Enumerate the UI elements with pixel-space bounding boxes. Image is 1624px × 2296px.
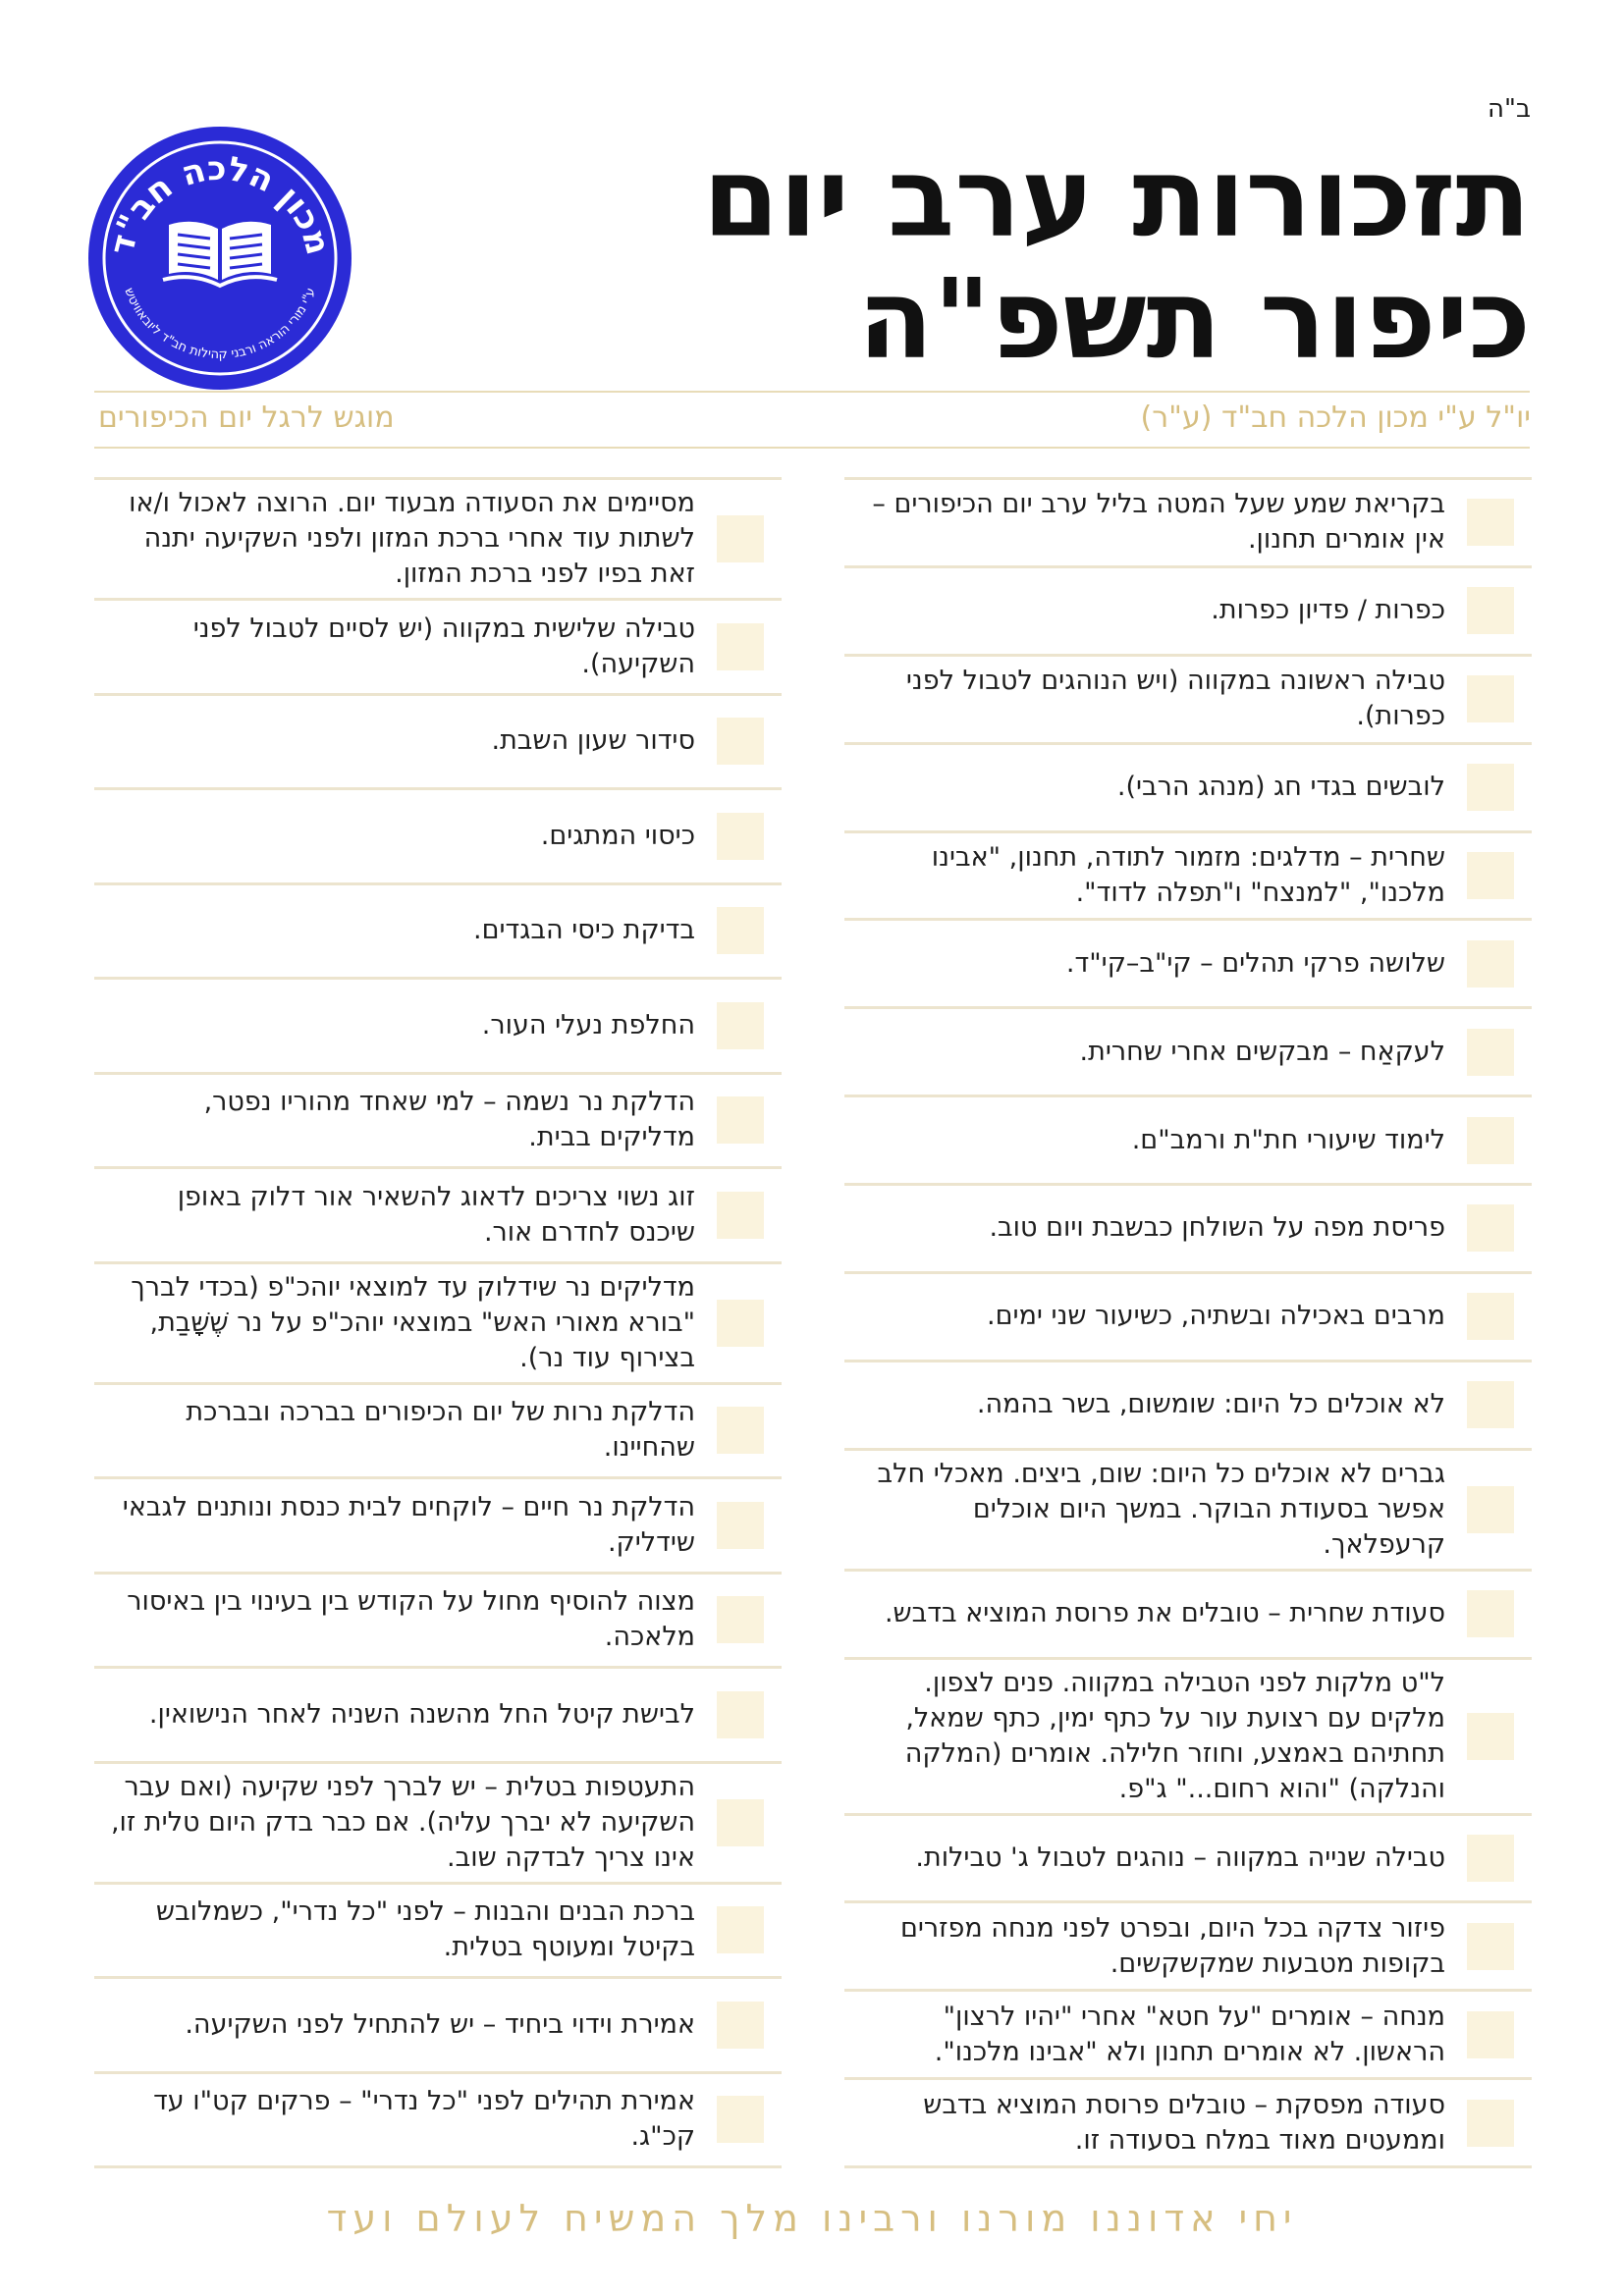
checklist-item-text: מצוה להוסיף מחול על הקודש בין בעינוי בין באיסור מלאכה.: [127, 1586, 695, 1653]
checklist-item: [844, 1097, 1532, 1186]
checkbox[interactable]: [1467, 1204, 1514, 1252]
checklist-item: [844, 1903, 1532, 1992]
checklist-item: [844, 657, 1532, 745]
checklist-item-text: שחרית – מדלגים: מזמור לתודה, תחנון, "אבינו מלכנו", "למנצח" ו"תפלה לדוד".: [931, 841, 1445, 908]
checklist-item: [844, 568, 1532, 657]
checklist-item: [94, 1385, 782, 1480]
checklist-item: [94, 601, 782, 696]
checklist-item-text: טבילה ראשונה במקווה (ויש הנוהגים לטבול לפני כפרות).: [905, 666, 1445, 732]
checklist-item-text: כיסוי המתגים.: [540, 820, 695, 851]
checklist-item: [844, 2080, 1532, 2168]
checkbox[interactable]: [1467, 1923, 1514, 1970]
checklist-item-text: מדליקים נר שידלוק עד למוצאי יוהכ"פ (בכדי לברך "בורא מאורי האש" במוצאי יוהכ"פ על נר שֶׁשָּׁבַת, בצירוף עוד נר).: [131, 1271, 695, 1373]
checklist-item: [94, 1979, 782, 2074]
checklist-item-text: לבישת קיטל החל מהשנה השניה לאחר הנישואין.: [148, 1698, 695, 1730]
checklist-item: [844, 1572, 1532, 1660]
checklist-item: [94, 1885, 782, 1980]
checkbox[interactable]: [717, 1192, 764, 1239]
checklist-item-text: טבילה שנייה במקווה – נוהגים לטבול ג' טבילות.: [915, 1842, 1445, 1873]
checkbox[interactable]: [1467, 1029, 1514, 1076]
checklist-item: [94, 1764, 782, 1885]
checkbox[interactable]: [1467, 1835, 1514, 1882]
checklist-item-text: מרבים באכילה ובשתיה, כשיעור שני ימים.: [987, 1301, 1445, 1332]
checklist-item-text: ברכת הבנים והבנות – לפני "כל נדרי", כשמלובש בקיטל ומעוטף בטלית.: [155, 1896, 695, 1963]
checklist-left-column: [94, 477, 782, 2168]
checklist-item: [94, 790, 782, 885]
checklist-item-text: כפרות / פדיון כפרות.: [1211, 595, 1445, 626]
seal-text-top: מכון הלכה חב"ד: [102, 148, 339, 259]
page-title: [402, 134, 1531, 384]
checkbox[interactable]: [1467, 1713, 1514, 1760]
checkbox[interactable]: [1467, 499, 1514, 546]
checklist-item-text: לימוד שיעורי חת"ת ורמב"ם.: [1131, 1124, 1445, 1155]
checklist-item-text: מנחה – אומרים "על חטא" אחרי "יהיו לרצון" הראשון. לא אומרים תחנון ולא "אבינו מלכנו".: [934, 2001, 1445, 2067]
seal-text-bottom: ע"י מורי הוראה ורבני קהילות חב"ד ליובאוויטש: [121, 286, 319, 363]
bh-mark: ב"ה: [1488, 94, 1531, 124]
checklist-item: [94, 1075, 782, 1170]
checkbox[interactable]: [717, 2002, 764, 2049]
checklist-item: [844, 1816, 1532, 1904]
occasion-subtitle: מוגש לרגל יום הכיפורים: [98, 400, 395, 435]
checkbox[interactable]: [1467, 1293, 1514, 1340]
checkbox[interactable]: [1467, 2011, 1514, 2058]
checklist-item: [94, 696, 782, 791]
checklist-item: [844, 1274, 1532, 1362]
checklist-item-text: גברים לא אוכלים כל היום: שום, ביצים. מאכלי חלב אפשר בסעודת הבוקר. במשך היום אוכלים קרעפלאך.: [877, 1458, 1445, 1560]
subtitle-divider: [94, 447, 1530, 449]
checklist-item-text: אמירת וידוי ביחיד – יש להתחיל לפני השקיעה.: [185, 2008, 695, 2040]
checkbox[interactable]: [717, 813, 764, 860]
title-line-1: תזכורות ערב יום: [702, 134, 1531, 262]
checklist-item: [844, 1992, 1532, 2080]
checklist-item-text: אמירת תהילים לפני "כל נדרי" – פרקים קט"ו עד קכ"ג.: [153, 2086, 695, 2153]
checklist-item-text: ל"ט מלקות לפני הטבילה במקווה. פנים לצפון. מלקים עם רצועת עור על כתף ימין, כתף שמאל, תחתיהם באמצע, וחוזר חלילה. אומרים (המלקה והנלקה) "והוא רחום..." ג"פ.: [904, 1667, 1445, 1804]
checklist-item: [94, 980, 782, 1075]
checklist-item-text: מסיימים את הסעודה מבעוד יום. הרוצה לאכול ו/או לשתות עוד אחרי ברכת המזון ולפני השקיעה יתנה זאת בפיו לפני ברכת המזון.: [129, 488, 695, 589]
checklist-item-text: סעודת שחרית – טובלים את פרוסת המוציא בדבש.: [884, 1598, 1445, 1629]
checklist-item: [94, 1169, 782, 1264]
checkbox[interactable]: [1467, 587, 1514, 634]
checkbox[interactable]: [717, 515, 764, 562]
checkbox[interactable]: [1467, 2100, 1514, 2147]
checkbox[interactable]: [1467, 852, 1514, 899]
checkbox[interactable]: [717, 907, 764, 954]
checklist-item-text: בקריאת שמע שעל המטה בליל ערב יום הכיפורים – אין אומרים תחנון.: [872, 489, 1445, 556]
checklist-item-text: לעקאַח – מבקשים אחרי שחרית.: [1079, 1036, 1445, 1067]
checkbox[interactable]: [1467, 1486, 1514, 1533]
checklist-item: [94, 1575, 782, 1670]
checklist-item-text: סעודה מפסקת – טובלים פרוסת המוציא בדבש וממעטים מאוד במלח בסעודה זו.: [923, 2089, 1445, 2156]
checkbox[interactable]: [717, 1002, 764, 1049]
checklist-item: [844, 1009, 1532, 1097]
checklist-item: [844, 480, 1532, 568]
checklist-item-text: לובשים בגדי חג (מנהג הרבי).: [1116, 772, 1445, 803]
checklist-item: [844, 1186, 1532, 1274]
checkbox[interactable]: [717, 718, 764, 765]
institute-seal-logo: [86, 125, 353, 392]
checklist-item: [844, 745, 1532, 833]
checklist-item-text: זוג נשוי צריכים לדאוג להשאיר אור דלוק באופן שיכנס לחדרם אור.: [177, 1181, 695, 1248]
checklist-item-text: התעטפות בטלית – יש לברך לפני שקיעה (ואם עבר השקיעה לא יברך עליה). אם כבר בדק היום טלית זו, אינו צריך לבדקה שוב.: [110, 1771, 695, 1873]
checklist-item: [94, 1264, 782, 1385]
checkbox[interactable]: [717, 623, 764, 670]
header-divider: [94, 391, 1530, 393]
checklist-item-text: פריסת מפה על השולחן כבשבת ויום טוב.: [989, 1212, 1445, 1244]
title-line-2: כיפור תשפ"ה: [857, 256, 1531, 384]
checklist-item: [94, 885, 782, 981]
checklist-item-text: סידור שעון השבת.: [491, 725, 695, 757]
checklist-item: [844, 921, 1532, 1009]
checkbox[interactable]: [717, 1300, 764, 1347]
checkbox[interactable]: [717, 1799, 764, 1846]
checklist-item-text: טבילה שלישית במקווה (יש לסיים לטבול לפני השקיעה).: [192, 613, 695, 679]
checkbox[interactable]: [1467, 764, 1514, 811]
checkbox[interactable]: [717, 1096, 764, 1144]
checkbox[interactable]: [1467, 1381, 1514, 1428]
checkbox[interactable]: [1467, 940, 1514, 988]
footer-slogan: יחי אדוננו מורנו ורבינו מלך המשיח לעולם ועד: [326, 2197, 1298, 2240]
checklist-right-column: [844, 477, 1532, 2168]
checkbox[interactable]: [717, 1596, 764, 1643]
checkbox[interactable]: [717, 1691, 764, 1738]
checklist-item-text: שלושה פרקי תהלים – קי"ב–קי"ד.: [1065, 947, 1445, 979]
checkbox[interactable]: [717, 2096, 764, 2143]
checklist-item: [844, 1362, 1532, 1451]
checklist-item: [94, 2074, 782, 2169]
checklist-item-text: בדיקת כיסי הבגדים.: [473, 915, 695, 946]
checklist-item: [94, 1669, 782, 1764]
checklist-item: [94, 1479, 782, 1575]
checklist-item-text: לא אוכלים כל היום: שומשום, בשר בהמה.: [976, 1389, 1445, 1420]
checklist-item: [844, 1660, 1532, 1816]
checkbox[interactable]: [1467, 1117, 1514, 1164]
checklist-item: [844, 1451, 1532, 1572]
checklist-item-text: פיזור צדקה בכל היום, ובפרט לפני מנחה מפזרים בקופות מטבעות שמקשקשים.: [899, 1912, 1445, 1979]
checklist-item: [94, 480, 782, 601]
checklist-item-text: הדלקת נרות של יום הכיפורים בברכה ובברכת שהחיינו.: [186, 1397, 695, 1464]
checklist-item: [844, 833, 1532, 922]
checkbox[interactable]: [717, 1906, 764, 1953]
checklist-item-text: הדלקת נר חיים – לוקחים לבית כנסת ונותנים לגבאי שידליק.: [122, 1491, 695, 1558]
checkbox[interactable]: [1467, 1590, 1514, 1637]
checkbox[interactable]: [717, 1502, 764, 1549]
checkbox[interactable]: [1467, 675, 1514, 722]
publisher-subtitle: יו"ל ע"י מכון הלכה חב"ד (ע"ר): [1140, 400, 1531, 435]
checklist-item-text: הדלקת נר נשמה – למי שאחד מהוריו נפטר, מדליקים בבית.: [203, 1087, 695, 1153]
checklist-item-text: החלפת נעלי העור.: [481, 1009, 695, 1041]
checkbox[interactable]: [717, 1407, 764, 1454]
